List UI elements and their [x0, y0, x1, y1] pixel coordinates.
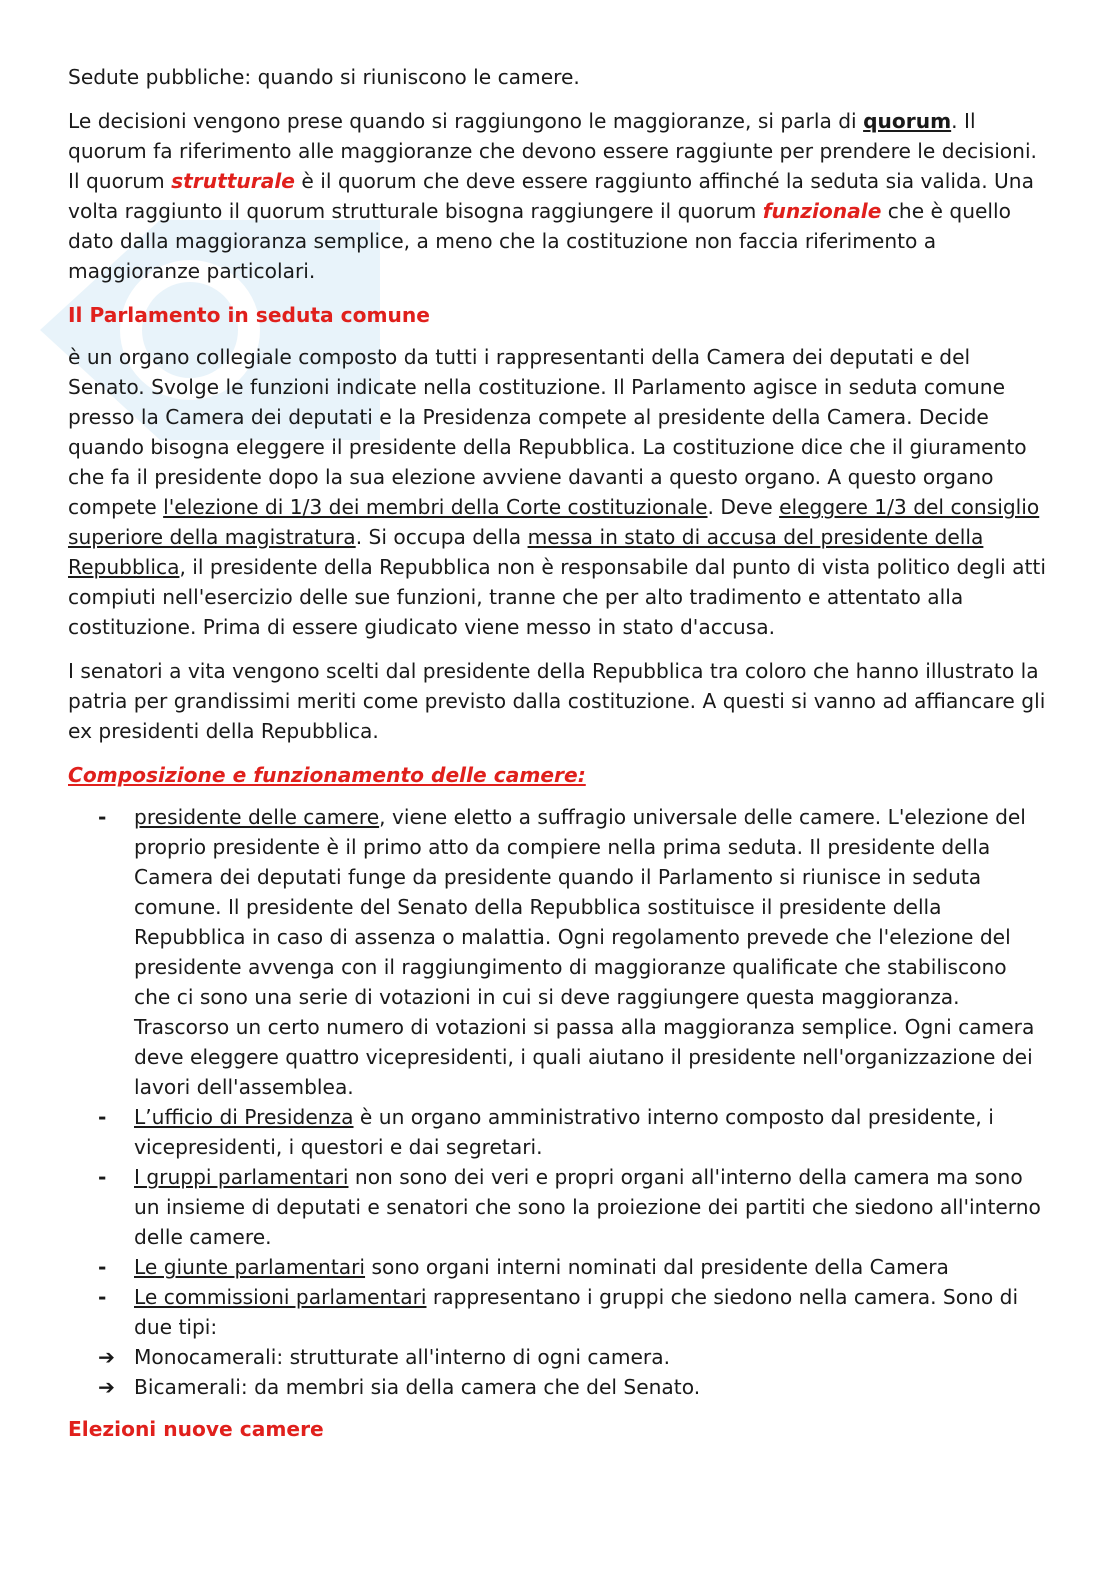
underline-csm: eleggere 1/3 del consiglio superiore della magistratura — [68, 495, 1040, 549]
term-funzionale: funzionale — [762, 199, 882, 223]
dash-bullet: - — [98, 1255, 107, 1279]
heading-composizione-camere: Composizione e funzionamento delle camere: — [68, 763, 586, 787]
dash-bullet: - — [98, 805, 107, 829]
paragraph-senatori-a-vita: I senatori a vita vengono scelti dal presidente della Repubblica tra coloro che hanno illustrato la patria per grandissimi meriti come previsto dalla costituzione. A questi si vanno ad affiancare gli ex presidenti della Repubblica. — [68, 659, 1046, 743]
paragraph-sedute: Sedute pubbliche: quando si riuniscono le camere. — [68, 65, 580, 89]
arrow-right-icon: ➔ — [98, 1375, 115, 1399]
list-item: - presidente delle camere, viene eletto a suffragio universale delle camere. L'elezione del proprio presidente è il primo atto da compiere nella prima seduta. Il presidente della Camera dei deputati funge da presidente quando il Parlamento si riunisce in seduta comune. Il presidente del Senato della Repubblica sostituisce il presidente della Repubblica in caso di assenza o malattia. Ogni regolamento prevede che l'elezione del presidente avvenga con il raggiungimento di maggioranze qualificate che stabiliscono che ci sono una serie di votazioni in cui si deve raggiungere questa maggioranza. Trascorso un certo numero di votazioni si passa alla maggioranza semplice. Ogni camera deve eleggere quattro vicepresidenti, i quali aiutano il presidente nell'organizzazione dei lavori dell'assemblea. — [68, 802, 1048, 1102]
document-page — [68, 62, 1048, 1456]
arrow-right-icon: ➔ — [98, 1345, 115, 1369]
list-item: - Le giunte parlamentari sono organi interni nominati dal presidente della Camera — [68, 1252, 1048, 1282]
term-quorum: quorum — [863, 109, 952, 133]
paragraph-parlamento: è un organo collegiale composto da tutti i rappresentanti della Camera dei deputati e del Senato. Svolge le funzioni indicate nella costituzione. Il Parlamento agisce in seduta comune presso la Camera dei deputati e la Presidenza compete al presidente della Camera. Decide quando bisogna eleggere il presidente della Repubblica. La costituzione dice che il giuramento che fa il presidente dopo la sua elezione avviene davanti a questo organo. A questo organo compete l'elezione di 1/3 dei membri della Corte costituzionale. Deve eleggere 1/3 del consiglio superiore della magistratura. Si occupa della messa in stato di accusa del presidente della Repubblica, il presidente della Repubblica non è responsabile dal punto di vista politico degli atti compiuti nell'esercizio delle sue funzioni, tranne che per alto tradimento e attentato alla costituzione. Prima di essere giudicato viene messo in stato d'accusa. — [68, 345, 1046, 639]
dash-bullet: - — [98, 1285, 107, 1309]
heading-elezioni-nuove-camere: Elezioni nuove camere — [68, 1417, 324, 1441]
term-strutturale: strutturale — [171, 169, 295, 193]
list-item: - Le commissioni parlamentari rappresentano i gruppi che siedono nella camera. Sono di due tipi: — [68, 1282, 1048, 1342]
paragraph-quorum: Le decisioni vengono prese quando si raggiungono le maggioranze, si parla di quorum. Il quorum fa riferimento alle maggioranze che devono essere raggiunte per prendere le decisioni. Il quorum strutturale è il quorum che deve essere raggiunto affinché la seduta sia valida. Una volta raggiunto il quorum strutturale bisogna raggiungere il quorum funzionale che è quello dato dalla maggioranza semplice, a meno che la costituzione non faccia riferimento a maggioranze particolari. — [68, 109, 1037, 283]
dash-bullet: - — [98, 1165, 107, 1189]
underline-stato-accusa: messa in stato di accusa del presidente della Repubblica — [68, 525, 984, 579]
composition-list — [68, 802, 1048, 1402]
list-item: - I gruppi parlamentari non sono dei veri e propri organi all'interno della camera ma sono un insieme di deputati e senatori che sono la proiezione dei partiti che siedono all'interno delle camere. — [68, 1162, 1048, 1252]
dash-bullet: - — [98, 1105, 107, 1129]
list-item: ➔ Bicamerali: da membri sia della camera che del Senato. — [68, 1372, 1048, 1402]
list-item: ➔ Monocamerali: strutturate all'interno di ogni camera. — [68, 1342, 1048, 1372]
underline-corte-costituzionale: l'elezione di 1/3 dei membri della Corte costituzionale — [163, 495, 708, 519]
list-item: - L’ufficio di Presidenza è un organo amministrativo interno composto dal presidente, i vicepresidenti, i questori e dai segretari. — [68, 1102, 1048, 1162]
heading-parlamento-seduta-comune: Il Parlamento in seduta comune — [68, 303, 430, 327]
